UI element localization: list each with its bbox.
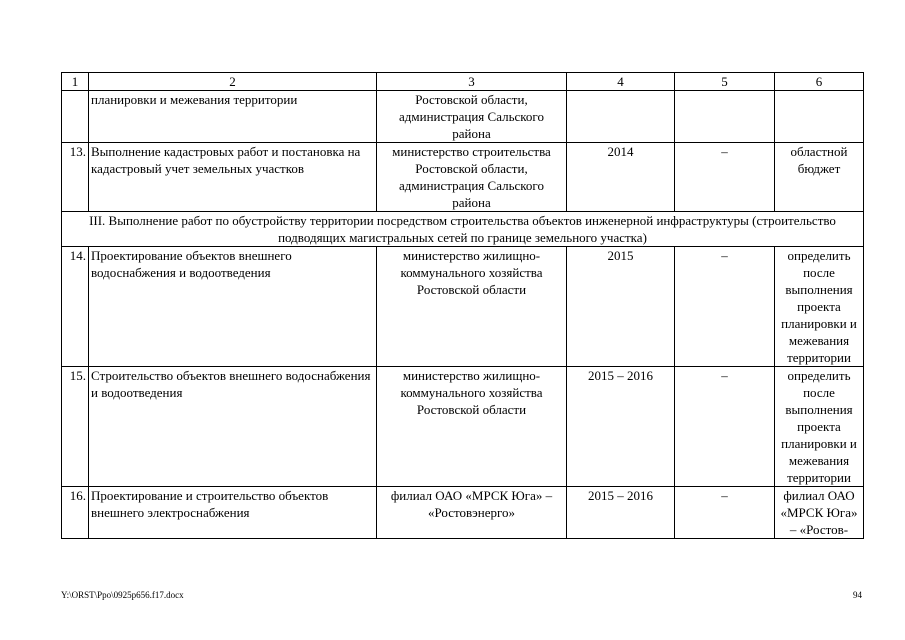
row-executor: министерство жилищно-коммунального хозяйства Ростовской области [377,247,567,367]
row-term: 2014 [567,143,675,212]
row-source: областной бюджет [775,143,864,212]
row-executor: министерство строительства Ростовской области, администрация Сальского района [377,143,567,212]
row-amount: – [675,487,775,539]
row-term: 2015 – 2016 [567,367,675,487]
row-executor: филиал ОАО «МРСК Юга» – «Ростовэнерго» [377,487,567,539]
row-name: планировки и межевания территории [89,91,377,143]
row-term: 2015 – 2016 [567,487,675,539]
header-cell-1: 1 [62,73,89,91]
row-number: 13. [62,143,89,212]
row-amount [675,91,775,143]
header-cell-6: 6 [775,73,864,91]
section-title: III. Выполнение работ по обустройству территории посредством строительства объектов инженерной инфраструктуры (строительство подводящих магистральных сетей по границе земельного участка) [62,212,864,247]
row-executor: министерство жилищно-коммунального хозяйства Ростовской области [377,367,567,487]
row-name: Проектирование и строительство объектов внешнего электроснабжения [89,487,377,539]
row-number: 14. [62,247,89,367]
row-number [62,91,89,143]
row-source: определить после выполнения проекта планировки и межевания территории [775,367,864,487]
row-source [775,91,864,143]
row-name: Строительство объектов внешнего водоснабжения и водоотведения [89,367,377,487]
row-amount: – [675,367,775,487]
file-path: Y:\ORST\Ppo\0925p656.f17.docx [61,590,184,600]
table-row [62,487,864,539]
row-term: 2015 [567,247,675,367]
header-cell-4: 4 [567,73,675,91]
row-number: 15. [62,367,89,487]
section-row [62,212,864,247]
table-header-row [62,73,864,91]
row-name: Проектирование объектов внешнего водоснабжения и водоотведения [89,247,377,367]
page-number: 94 [853,590,862,600]
table-row [62,367,864,487]
row-source: филиал ОАО «МРСК Юга» – «Ростов- [775,487,864,539]
row-name: Выполнение кадастровых работ и постановка на кадастровый учет земельных участков [89,143,377,212]
row-number: 16. [62,487,89,539]
row-term [567,91,675,143]
table-row [62,91,864,143]
row-executor: Ростовской области, администрация Сальского района [377,91,567,143]
header-cell-3: 3 [377,73,567,91]
document-table [61,72,864,539]
row-amount: – [675,143,775,212]
header-cell-5: 5 [675,73,775,91]
table-row [62,143,864,212]
header-cell-2: 2 [89,73,377,91]
row-amount: – [675,247,775,367]
row-source: определить после выполнения проекта планировки и межевания территории [775,247,864,367]
table-row [62,247,864,367]
